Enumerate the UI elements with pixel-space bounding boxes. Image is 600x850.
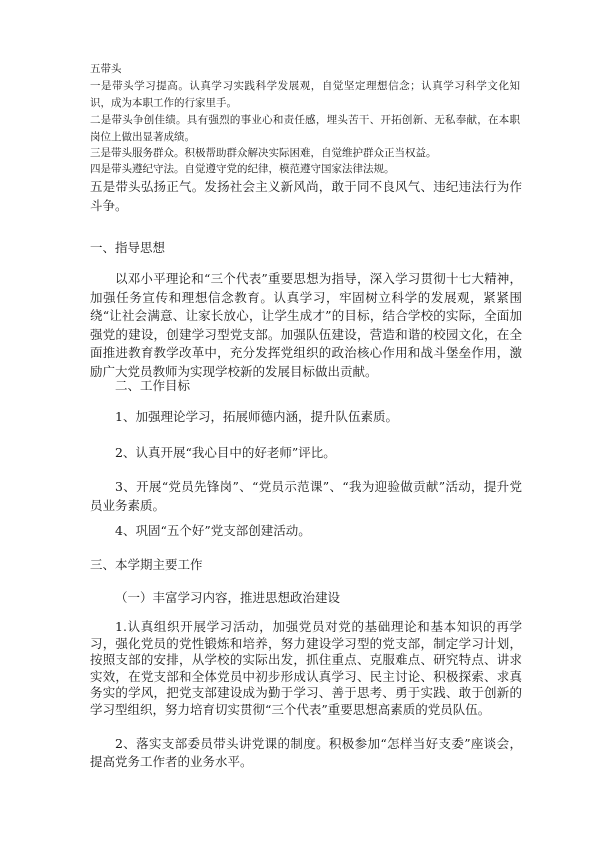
main-work-item-2: 2、落实支部委员带头讲党课的制度。积极参加“怎样当好支委”座谈会，提高党务工作者的业务水平。 (90, 736, 522, 769)
five-leads-item-1: 一是带头学习提高。认真学习实践科学发展观，自觉坚定理想信念；认真学习科学文化知识，成为本职工作的行家里手。 (90, 80, 520, 109)
guiding-body: 以邓小平理论和“三个代表”重要思想为指导，深入学习贯彻十七大精神，加强任务宣传和理想信念教育。认真学习，牢固树立科学的发展观，紧紧围绕“让社会满意、让家长放心，让学生成才”的目标，结合学校的实际，全面加强党的建设，创建学习型党支部。加强队伍建设，营造和谐的校园文化，在全面推进教育教学改革中，充分发挥党组织的政治核心作用和战斗堡垒作用，激励广大党员教师为实现学校新的发展目标做出贡献。 (90, 271, 522, 379)
goal-item-1: 1、加强理论学习，拓展师德内涵，提升队伍素质。 (115, 409, 398, 424)
five-leads-item-4: 四是带头遵纪守法。自觉遵守党的纪律，模范遵守国家法律法规。 (90, 163, 395, 175)
five-leads-item-3: 三是带头服务群众。积极帮助群众解决实际困难，自觉维护群众正当权益。 (90, 147, 437, 159)
five-leads-item-5: 五是带头弘扬正气。发扬社会主义新风尚，敢于同不良风气、违纪违法行为作斗争。 (90, 179, 522, 213)
main-work-heading: 三、本学期主要工作 (90, 557, 203, 572)
goal-item-2: 2、认真开展“我心目中的好老师”评比。 (115, 445, 336, 460)
goals-heading: 二、工作目标 (115, 378, 191, 393)
goal-item-3: 3、开展“党员先锋岗”、“党员示范课”、“我为迎验做贡献”活动，提升党员业务素质。 (90, 479, 522, 513)
main-work-subheading: （一）丰富学习内容，推进思想政治建设 (115, 590, 341, 605)
guiding-heading: 一、指导思想 (90, 240, 166, 255)
goal-item-4: 4、巩固“五个好”党支部创建活动。 (115, 523, 311, 538)
main-work-item-1: 1.认真组织开展学习活动，加强党员对党的基础理论和基本知识的再学习，强化党员的党性锻炼和培养，努力建设学习型的党支部，制定学习计划，按照支部的安排，从学校的实际出发，抓住重点、克服难点、研究特点、讲求实效，在党支部和全体党员中初步形成认真学习、民主讨论、积极探索、求真务实的学风，把党支部建设成为勤于学习、善于思考、勇于实践、敢于创新的学习型组织，努力培育切实贯彻“三个代表”重要思想高素质的党员队伍。 (90, 619, 522, 717)
five-leads-item-2: 二是带头争创佳绩。具有强烈的事业心和责任感，埋头苦干、开拓创新、无私奉献，在本职岗位上做出显著成绩。 (90, 114, 520, 143)
five-leads-title: 五带头 (90, 63, 122, 75)
